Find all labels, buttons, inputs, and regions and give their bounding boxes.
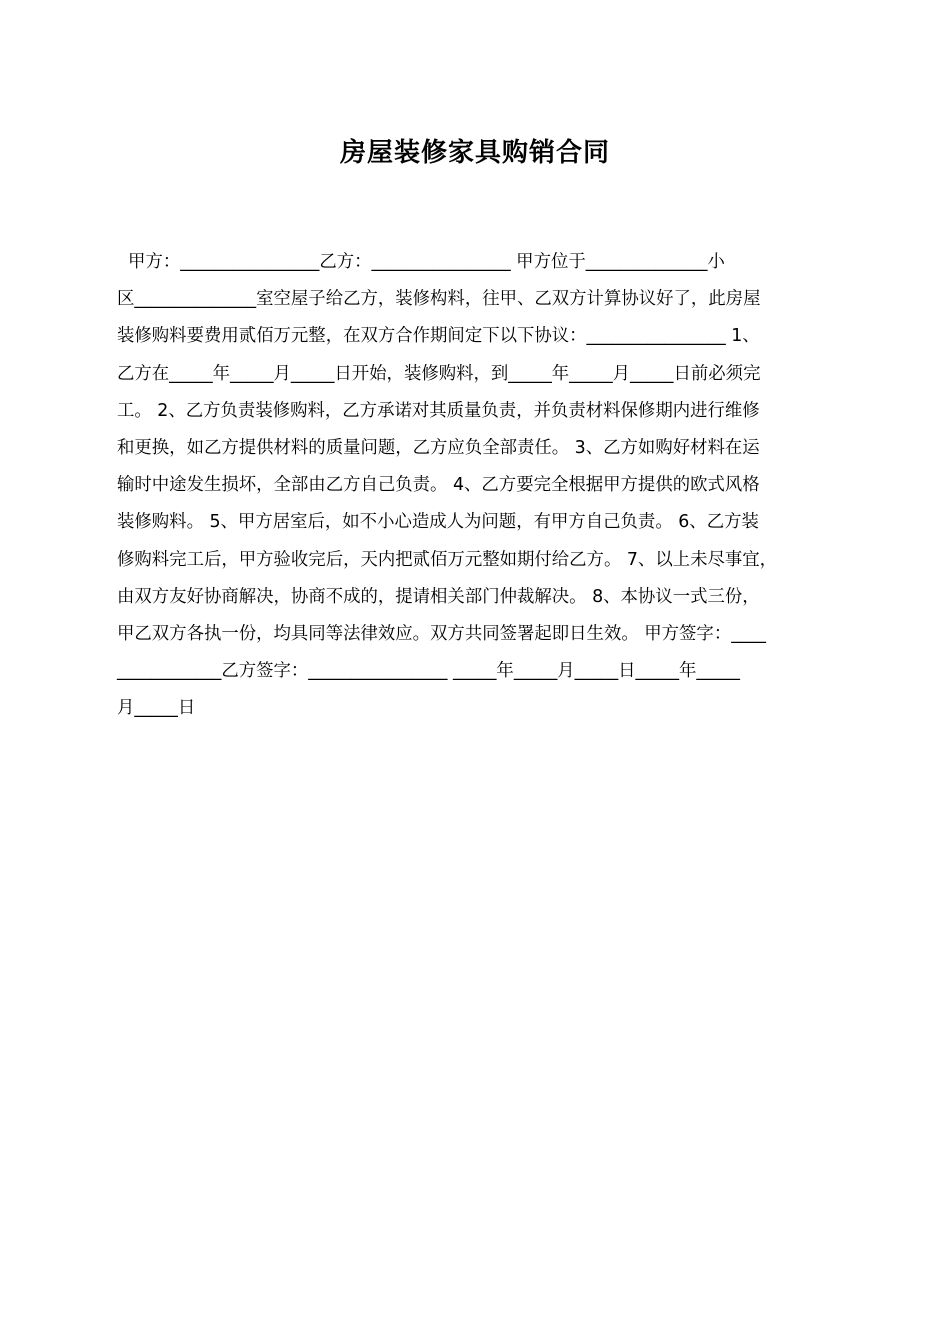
body-line-5: 工。 2、乙方负责装修购料，乙方承诺对其质量负责，并负责材料保修期内进行维修 xyxy=(117,400,760,421)
body-line-7: 输时中途发生损坏，全部由乙方自己负责。 4、乙方要完全根据甲方提供的欧式风格 xyxy=(117,475,760,496)
body-line-9: 修购料完工后，甲方验收完后，天内把贰佰万元整如期付给乙方。 7、以上未尽事宜， xyxy=(117,549,778,570)
body-line-8: 装修购料。 5、甲方居室后，如不小心造成人为问题，有甲方自己负责。 6、乙方装 xyxy=(117,512,759,533)
contract-body xyxy=(117,244,847,728)
document-title: 房屋装修家具购销合同 xyxy=(339,138,610,168)
body-line-11: 甲乙双方各执一份，均具同等法律效应。双方共同签署起即日生效。 甲方签字：____ xyxy=(117,624,766,645)
body-line-10: 由双方友好协商解决，协商不成的，提请相关部门仲裁解决。 8、本协议一式三份， xyxy=(117,586,760,607)
body-line-2: 区______________室空屋子给乙方，装修构料，往甲、乙双方计算协议好了，此房屋 xyxy=(117,289,761,310)
body-line-12: ____________乙方签字：________________ _____年_____月_____日_____年_____ xyxy=(117,661,740,682)
body-line-6: 和更换，如乙方提供材料的质量问题，乙方应负全部责任。 3、乙方如购好材料在运 xyxy=(117,438,760,459)
body-line-3: 装修购料要费用贰佰万元整，在双方合作期间定下以下协议：________________ 1、 xyxy=(117,326,760,347)
body-line-4: 乙方在_____年_____月_____日开始，装修购料，到_____年_____月_____日前必须完 xyxy=(117,363,761,384)
body-line-13: 月_____日 xyxy=(117,698,196,719)
body-line-1: 甲方：________________乙方：________________ 甲方位于______________小 xyxy=(117,252,725,272)
